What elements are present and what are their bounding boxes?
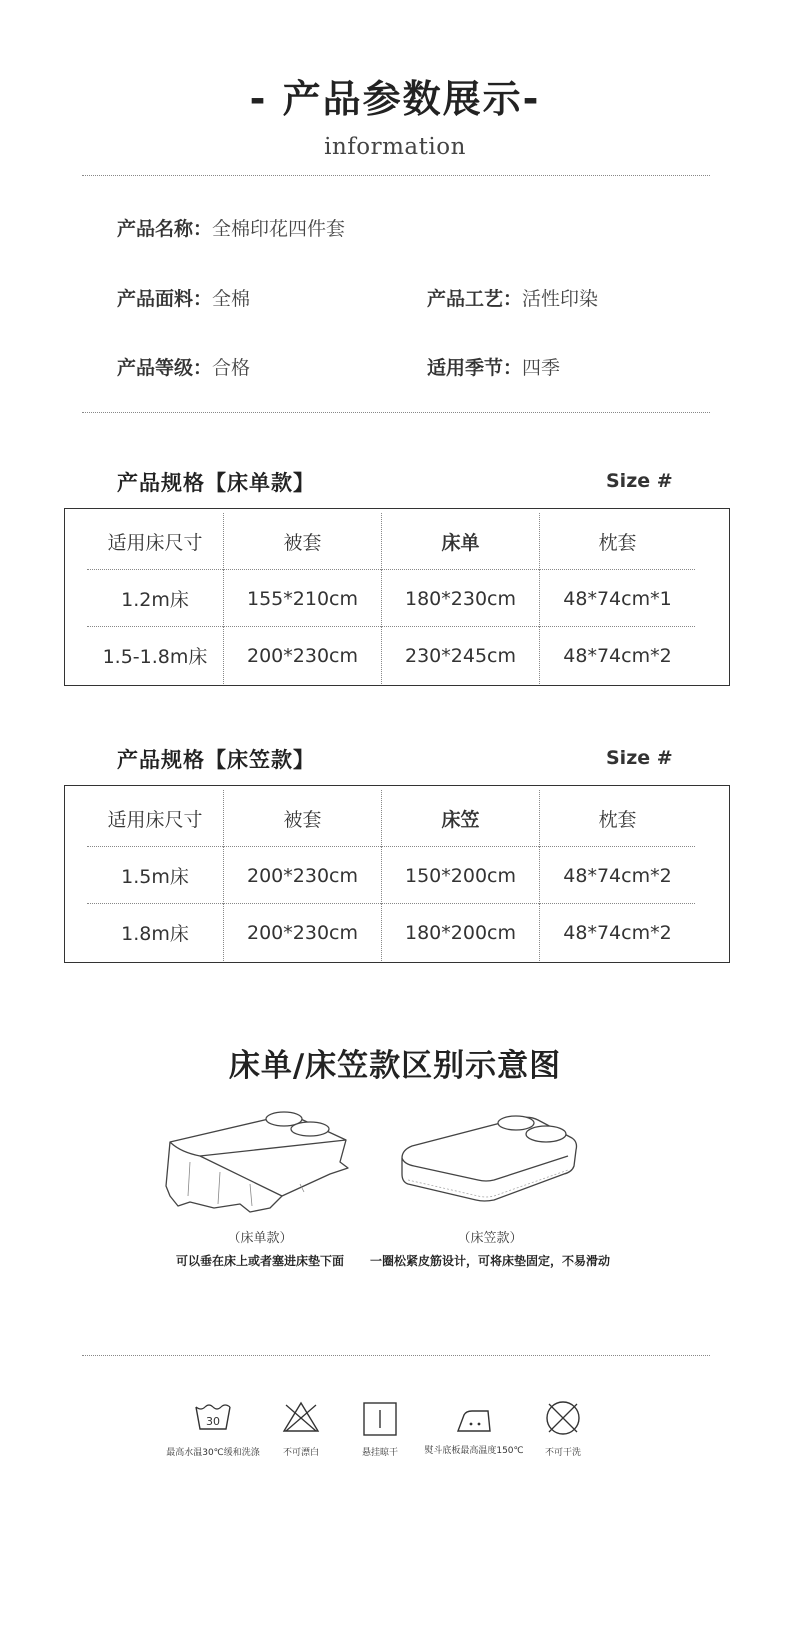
size-tag: Size #	[606, 470, 673, 492]
size-tag: Size #	[606, 747, 673, 769]
divider	[82, 412, 710, 413]
info-value: 活性印染	[522, 288, 599, 310]
table-cell: 48*74cm*2	[539, 904, 695, 961]
info-value: 四季	[522, 357, 561, 379]
table-row	[87, 570, 695, 627]
table-header-row	[87, 790, 695, 847]
table-cell: 230*245cm	[381, 627, 539, 684]
table-header-row	[87, 513, 695, 570]
table-header-cell: 被套	[223, 790, 381, 847]
page-title: - 产品参数展示-	[249, 77, 541, 121]
spec-sheet-title: 产品规格【床单款】	[117, 471, 315, 495]
spec-sheet-table	[64, 508, 730, 686]
spec-fitted-table	[64, 785, 730, 963]
flat-sheet-desc: 可以垂在床上或者塞进床垫下面	[175, 1254, 344, 1268]
care-label-iron: 熨斗底板最高温度150℃	[424, 1446, 524, 1456]
table-header-cell: 床单	[381, 513, 539, 570]
iron-150-icon	[454, 1407, 494, 1435]
flat-sheet-label: （床单款）	[227, 1231, 293, 1246]
table-cell: 150*200cm	[381, 847, 539, 904]
care-label-dryclean: 不可干洗	[544, 1448, 581, 1458]
care-label-bleach: 不可漂白	[282, 1448, 319, 1458]
info-value: 全棉印花四件套	[212, 218, 346, 240]
info-season	[427, 353, 560, 380]
table-row	[87, 904, 695, 961]
table-cell: 200*230cm	[223, 627, 381, 684]
diff-title: 床单/床笠款区别示意图	[228, 1048, 562, 1084]
wash-30-icon	[194, 1403, 232, 1433]
info-value: 全棉	[212, 288, 251, 310]
spec-fitted-title: 产品规格【床笠款】	[117, 748, 315, 772]
divider	[82, 1355, 710, 1356]
flat-sheet-bed-illustration	[160, 1100, 360, 1218]
table-row	[87, 627, 695, 684]
no-bleach-icon	[282, 1401, 320, 1433]
table-cell: 155*210cm	[223, 570, 381, 627]
care-label-wash: 最高水温30℃缓和洗涤	[166, 1448, 260, 1458]
table-cell: 200*230cm	[223, 847, 381, 904]
info-craft	[427, 284, 598, 311]
table-cell: 1.2m床	[121, 589, 189, 611]
table-cell: 1.8m床	[121, 923, 189, 945]
info-product-name	[117, 214, 345, 241]
table-cell: 180*230cm	[381, 570, 539, 627]
wash-temp-text: 30	[206, 1415, 220, 1428]
table-row	[87, 847, 695, 904]
info-grade	[117, 353, 250, 380]
table-cell: 1.5-1.8m床	[102, 646, 208, 668]
divider	[82, 175, 710, 176]
no-dry-clean-icon	[544, 1399, 582, 1437]
table-header-cell: 适用床尺寸	[107, 809, 203, 831]
fitted-sheet-bed-illustration	[398, 1104, 582, 1214]
care-label-dry: 悬挂晾干	[361, 1448, 398, 1458]
table-cell: 200*230cm	[223, 904, 381, 961]
table-cell: 48*74cm*1	[539, 570, 695, 627]
info-value: 合格	[212, 357, 251, 379]
page-subtitle: information	[324, 134, 466, 160]
info-key: 适用季节：	[427, 357, 523, 379]
table-cell: 48*74cm*2	[539, 627, 695, 684]
table-cell: 48*74cm*2	[539, 847, 695, 904]
info-key: 产品面料：	[117, 288, 213, 310]
line-dry-icon	[362, 1401, 398, 1437]
table-header-cell: 适用床尺寸	[107, 532, 203, 554]
table-header-cell: 枕套	[539, 790, 695, 847]
table-cell: 1.5m床	[121, 866, 189, 888]
table-header-cell: 床笠	[381, 790, 539, 847]
fitted-sheet-label: （床笠款）	[457, 1231, 523, 1246]
info-key: 产品工艺：	[427, 288, 523, 310]
info-key: 产品等级：	[117, 357, 213, 379]
table-header-cell: 枕套	[539, 513, 695, 570]
table-cell: 180*200cm	[381, 904, 539, 961]
table-header-cell: 被套	[223, 513, 381, 570]
info-key: 产品名称：	[117, 218, 213, 240]
info-fabric	[117, 284, 250, 311]
fitted-sheet-desc: 一圈松紧皮筋设计，可将床垫固定，不易滑动	[369, 1254, 610, 1268]
